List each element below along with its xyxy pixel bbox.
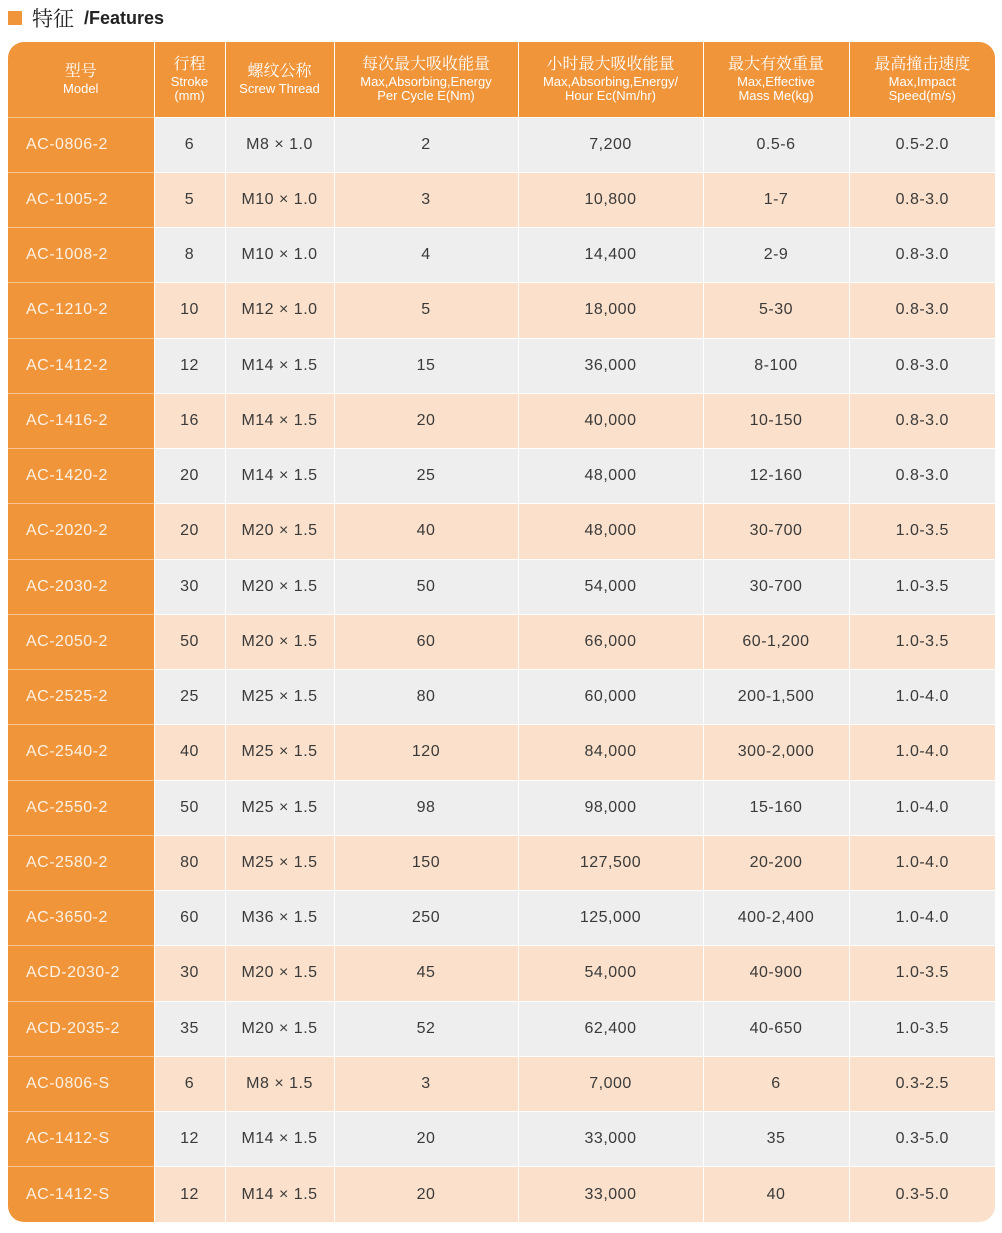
cell-model: AC-2540-2 (8, 725, 154, 780)
cell-screw-thread: M14 × 1.5 (225, 338, 334, 393)
cell-screw-thread: M8 × 1.0 (225, 117, 334, 172)
cell-energy-per-cycle: 40 (334, 504, 518, 559)
cell-impact-speed: 0.8-3.0 (849, 449, 995, 504)
cell-stroke: 8 (154, 228, 225, 283)
header-impact-speed-cn: 最高撞击速度 (874, 54, 971, 74)
cell-energy-per-cycle: 3 (334, 172, 518, 227)
cell-energy-per-hour: 36,000 (518, 338, 703, 393)
cell-impact-speed: 1.0-4.0 (849, 780, 995, 835)
cell-effective-mass: 15-160 (703, 780, 849, 835)
cell-energy-per-hour: 7,200 (518, 117, 703, 172)
cell-model: AC-1008-2 (8, 228, 154, 283)
cell-stroke: 10 (154, 283, 225, 338)
cell-impact-speed: 1.0-3.5 (849, 504, 995, 559)
cell-energy-per-cycle: 52 (334, 1001, 518, 1056)
cell-screw-thread: M10 × 1.0 (225, 172, 334, 227)
cell-impact-speed: 1.0-4.0 (849, 670, 995, 725)
header-effective-mass-en: Max,Effective (737, 74, 815, 89)
header-stroke-cn: 行程 (173, 54, 206, 74)
header-screw-thread-en: Screw Thread (239, 80, 320, 96)
table-row (8, 725, 995, 780)
cell-screw-thread: M25 × 1.5 (225, 835, 334, 890)
cell-effective-mass: 35 (703, 1112, 849, 1167)
cell-energy-per-hour: 66,000 (518, 614, 703, 669)
cell-energy-per-hour: 84,000 (518, 725, 703, 780)
cell-stroke: 12 (154, 1112, 225, 1167)
cell-energy-per-cycle: 25 (334, 449, 518, 504)
header-model-en: Model (63, 80, 99, 96)
title-square-icon (8, 11, 22, 25)
cell-stroke: 30 (154, 559, 225, 614)
cell-effective-mass: 0.5-6 (703, 117, 849, 172)
cell-model: AC-3650-2 (8, 891, 154, 946)
cell-effective-mass: 60-1,200 (703, 614, 849, 669)
cell-effective-mass: 12-160 (703, 449, 849, 504)
cell-energy-per-hour: 18,000 (518, 283, 703, 338)
cell-impact-speed: 0.3-5.0 (849, 1167, 995, 1222)
cell-screw-thread: M20 × 1.5 (225, 559, 334, 614)
header-energy-per-cycle (334, 42, 518, 117)
cell-energy-per-hour: 7,000 (518, 1056, 703, 1111)
cell-stroke: 20 (154, 449, 225, 504)
header-effective-mass-en2: Mass Me(kg) (738, 87, 814, 103)
cell-energy-per-cycle: 20 (334, 1167, 518, 1222)
section-title (8, 4, 164, 32)
cell-energy-per-hour: 54,000 (518, 559, 703, 614)
table-row (8, 228, 995, 283)
cell-model: AC-1412-S (8, 1167, 154, 1222)
table-row (8, 614, 995, 669)
cell-energy-per-hour: 40,000 (518, 393, 703, 448)
header-energy-per-hour-en2: Hour Ec(Nm/hr) (564, 87, 656, 103)
section-title-cn: 特征 (32, 7, 74, 31)
cell-effective-mass: 40 (703, 1167, 849, 1222)
cell-energy-per-hour: 33,000 (518, 1112, 703, 1167)
cell-stroke: 50 (154, 614, 225, 669)
cell-effective-mass: 400-2,400 (703, 891, 849, 946)
cell-energy-per-cycle: 250 (334, 891, 518, 946)
header-stroke-en: Stroke (170, 74, 209, 89)
cell-model: AC-1420-2 (8, 449, 154, 504)
header-impact-speed-en: Max,Impact (888, 74, 956, 89)
cell-energy-per-hour: 48,000 (518, 449, 703, 504)
cell-model: AC-1412-S (8, 1112, 154, 1167)
table-row (8, 1112, 995, 1167)
cell-model: AC-2525-2 (8, 670, 154, 725)
table-row (8, 283, 995, 338)
cell-effective-mass: 1-7 (703, 172, 849, 227)
header-energy-per-hour (518, 42, 703, 117)
cell-model: AC-2020-2 (8, 504, 154, 559)
cell-energy-per-cycle: 15 (334, 338, 518, 393)
cell-effective-mass: 40-650 (703, 1001, 849, 1056)
cell-screw-thread: M14 × 1.5 (225, 449, 334, 504)
cell-impact-speed: 0.5-2.0 (849, 117, 995, 172)
table-row (8, 1056, 995, 1111)
header-model (8, 42, 154, 117)
cell-impact-speed: 1.0-3.5 (849, 1001, 995, 1056)
cell-screw-thread: M10 × 1.0 (225, 228, 334, 283)
cell-stroke: 50 (154, 780, 225, 835)
table-row (8, 1001, 995, 1056)
cell-energy-per-cycle: 120 (334, 725, 518, 780)
cell-effective-mass: 5-30 (703, 283, 849, 338)
cell-screw-thread: M20 × 1.5 (225, 614, 334, 669)
cell-screw-thread: M25 × 1.5 (225, 670, 334, 725)
cell-stroke: 60 (154, 891, 225, 946)
cell-model: AC-1412-2 (8, 338, 154, 393)
cell-impact-speed: 0.8-3.0 (849, 283, 995, 338)
cell-effective-mass: 2-9 (703, 228, 849, 283)
table-row (8, 670, 995, 725)
table-row (8, 559, 995, 614)
cell-impact-speed: 0.3-5.0 (849, 1112, 995, 1167)
header-impact-speed-en2: Speed(m/s) (888, 87, 956, 103)
header-stroke (154, 42, 225, 117)
cell-stroke: 80 (154, 835, 225, 890)
cell-stroke: 12 (154, 338, 225, 393)
table-row (8, 780, 995, 835)
header-effective-mass-cn: 最大有效重量 (727, 54, 824, 74)
cell-energy-per-hour: 125,000 (518, 891, 703, 946)
header-effective-mass (703, 42, 849, 117)
cell-screw-thread: M36 × 1.5 (225, 891, 334, 946)
cell-screw-thread: M12 × 1.0 (225, 283, 334, 338)
cell-model: AC-1005-2 (8, 172, 154, 227)
header-screw-thread-cn: 螺纹公称 (247, 61, 312, 81)
cell-energy-per-cycle: 5 (334, 283, 518, 338)
header-energy-per-cycle-en2: Per Cycle E(Nm) (377, 87, 475, 103)
cell-screw-thread: M14 × 1.5 (225, 393, 334, 448)
header-energy-per-hour-en: Max,Absorbing,Energy/ (542, 74, 679, 89)
cell-energy-per-hour: 54,000 (518, 946, 703, 1001)
cell-model: AC-1416-2 (8, 393, 154, 448)
cell-impact-speed: 0.8-3.0 (849, 393, 995, 448)
cell-energy-per-hour: 10,800 (518, 172, 703, 227)
cell-stroke: 16 (154, 393, 225, 448)
cell-screw-thread: M20 × 1.5 (225, 946, 334, 1001)
cell-effective-mass: 30-700 (703, 504, 849, 559)
cell-effective-mass: 20-200 (703, 835, 849, 890)
cell-energy-per-cycle: 60 (334, 614, 518, 669)
cell-effective-mass: 10-150 (703, 393, 849, 448)
table-row (8, 946, 995, 1001)
cell-screw-thread: M8 × 1.5 (225, 1056, 334, 1111)
table-row (8, 117, 995, 172)
table-body (8, 117, 995, 1222)
cell-model: AC-2050-2 (8, 614, 154, 669)
cell-stroke: 6 (154, 117, 225, 172)
table-row (8, 1167, 995, 1222)
cell-energy-per-cycle: 80 (334, 670, 518, 725)
cell-stroke: 5 (154, 172, 225, 227)
cell-energy-per-cycle: 4 (334, 228, 518, 283)
table-row (8, 172, 995, 227)
cell-impact-speed: 0.8-3.0 (849, 228, 995, 283)
cell-screw-thread: M14 × 1.5 (225, 1112, 334, 1167)
cell-impact-speed: 1.0-3.5 (849, 946, 995, 1001)
header-stroke-unit: (mm) (174, 87, 205, 103)
cell-impact-speed: 1.0-4.0 (849, 891, 995, 946)
header-model-cn: 型号 (64, 61, 97, 81)
cell-energy-per-cycle: 3 (334, 1056, 518, 1111)
cell-impact-speed: 0.8-3.0 (849, 338, 995, 393)
table-row (8, 393, 995, 448)
cell-impact-speed: 1.0-3.5 (849, 614, 995, 669)
cell-energy-per-hour: 60,000 (518, 670, 703, 725)
cell-screw-thread: M14 × 1.5 (225, 1167, 334, 1222)
cell-model: AC-2030-2 (8, 559, 154, 614)
table-row (8, 449, 995, 504)
cell-energy-per-hour: 62,400 (518, 1001, 703, 1056)
cell-model: AC-0806-2 (8, 117, 154, 172)
table-row (8, 835, 995, 890)
cell-model: ACD-2030-2 (8, 946, 154, 1001)
table-row (8, 891, 995, 946)
cell-screw-thread: M25 × 1.5 (225, 780, 334, 835)
cell-energy-per-hour: 14,400 (518, 228, 703, 283)
cell-effective-mass: 8-100 (703, 338, 849, 393)
cell-model: AC-2550-2 (8, 780, 154, 835)
cell-energy-per-cycle: 50 (334, 559, 518, 614)
features-table-container (8, 42, 995, 1222)
header-energy-per-cycle-en: Max,Absorbing,Energy (360, 74, 492, 89)
cell-impact-speed: 1.0-3.5 (849, 559, 995, 614)
table-row (8, 504, 995, 559)
cell-screw-thread: M25 × 1.5 (225, 725, 334, 780)
cell-stroke: 25 (154, 670, 225, 725)
cell-energy-per-cycle: 150 (334, 835, 518, 890)
cell-stroke: 12 (154, 1167, 225, 1222)
cell-effective-mass: 40-900 (703, 946, 849, 1001)
cell-effective-mass: 6 (703, 1056, 849, 1111)
cell-energy-per-cycle: 20 (334, 1112, 518, 1167)
cell-impact-speed: 1.0-4.0 (849, 725, 995, 780)
cell-energy-per-cycle: 98 (334, 780, 518, 835)
cell-model: AC-0806-S (8, 1056, 154, 1111)
cell-stroke: 30 (154, 946, 225, 1001)
cell-energy-per-cycle: 2 (334, 117, 518, 172)
cell-impact-speed: 0.8-3.0 (849, 172, 995, 227)
cell-screw-thread: M20 × 1.5 (225, 504, 334, 559)
header-energy-per-cycle-cn: 每次最大吸收能量 (361, 54, 490, 74)
header-impact-speed (849, 42, 995, 117)
cell-impact-speed: 0.3-2.5 (849, 1056, 995, 1111)
cell-model: ACD-2035-2 (8, 1001, 154, 1056)
cell-energy-per-cycle: 45 (334, 946, 518, 1001)
cell-energy-per-cycle: 20 (334, 393, 518, 448)
cell-effective-mass: 30-700 (703, 559, 849, 614)
cell-energy-per-hour: 98,000 (518, 780, 703, 835)
cell-energy-per-hour: 127,500 (518, 835, 703, 890)
cell-impact-speed: 1.0-4.0 (849, 835, 995, 890)
section-title-en: /Features (84, 7, 165, 28)
header-energy-per-hour-cn: 小时最大吸收能量 (546, 54, 675, 74)
cell-screw-thread: M20 × 1.5 (225, 1001, 334, 1056)
cell-effective-mass: 300-2,000 (703, 725, 849, 780)
features-table (8, 42, 995, 1222)
table-header-row (8, 42, 995, 117)
cell-stroke: 6 (154, 1056, 225, 1111)
cell-stroke: 35 (154, 1001, 225, 1056)
cell-model: AC-1210-2 (8, 283, 154, 338)
cell-energy-per-hour: 33,000 (518, 1167, 703, 1222)
cell-model: AC-2580-2 (8, 835, 154, 890)
cell-stroke: 40 (154, 725, 225, 780)
table-row (8, 338, 995, 393)
cell-effective-mass: 200-1,500 (703, 670, 849, 725)
header-screw-thread (225, 42, 334, 117)
cell-stroke: 20 (154, 504, 225, 559)
cell-energy-per-hour: 48,000 (518, 504, 703, 559)
